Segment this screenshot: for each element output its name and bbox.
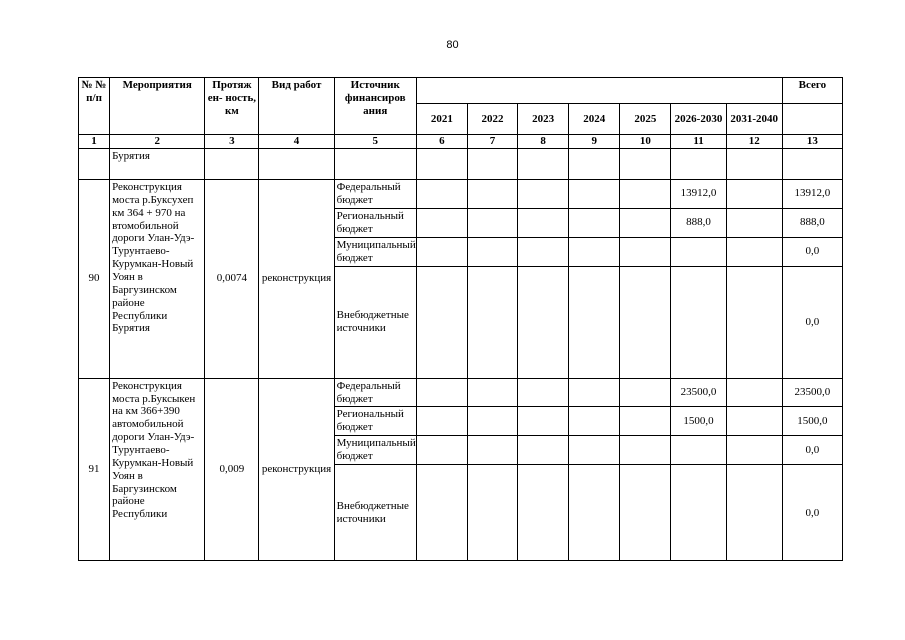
header-year: 2025	[620, 104, 671, 135]
project-number: 90	[79, 180, 110, 379]
column-number: 8	[518, 135, 569, 149]
funding-source: Внебюджетные источники	[334, 465, 416, 561]
column-number: 5	[334, 135, 416, 149]
column-number: 2	[110, 135, 205, 149]
value-2026-2030: 13912,0	[671, 180, 726, 209]
project-work-type: реконструкция	[259, 180, 334, 379]
column-number: 9	[569, 135, 620, 149]
header-year: 2026-2030	[671, 104, 726, 135]
value-2026-2030: 888,0	[671, 208, 726, 237]
value-2026-2030	[671, 266, 726, 378]
header-year: 2023	[518, 104, 569, 135]
column-number: 3	[205, 135, 259, 149]
value-2026-2030	[671, 465, 726, 561]
value-total: 888,0	[782, 208, 842, 237]
header-year: 2021	[416, 104, 467, 135]
project-number: 91	[79, 378, 110, 561]
value-total: 0,0	[782, 436, 842, 465]
financing-table	[78, 77, 843, 561]
value-total: 1500,0	[782, 407, 842, 436]
value-2026-2030: 1500,0	[671, 407, 726, 436]
value-2026-2030	[671, 436, 726, 465]
header-year: 2022	[467, 104, 517, 135]
funding-source: Федеральный бюджет	[334, 378, 416, 407]
header-year: 2024	[569, 104, 620, 135]
column-number: 12	[726, 135, 782, 149]
value-total: 0,0	[782, 465, 842, 561]
column-number: 4	[259, 135, 334, 149]
header-measures: Мероприятия	[110, 78, 205, 135]
column-number: 13	[782, 135, 842, 149]
page-number: 80	[446, 39, 459, 51]
header-years-group	[416, 78, 782, 104]
funding-source: Региональный бюджет	[334, 407, 416, 436]
project-length: 0,009	[205, 378, 259, 561]
header-num: № № п/п	[79, 78, 110, 135]
value-total: 0,0	[782, 237, 842, 266]
column-number: 10	[620, 135, 671, 149]
value-total: 23500,0	[782, 378, 842, 407]
column-number: 7	[467, 135, 517, 149]
funding-source: Муниципальный бюджет	[334, 436, 416, 465]
table-row	[79, 378, 843, 407]
column-number: 6	[416, 135, 467, 149]
project-work-type: реконструкция	[259, 378, 334, 561]
header-work-type: Вид работ	[259, 78, 334, 135]
carry-over-text: Бурятия	[110, 149, 205, 180]
table-row	[79, 180, 843, 209]
value-total: 13912,0	[782, 180, 842, 209]
column-number: 11	[671, 135, 726, 149]
value-total: 0,0	[782, 266, 842, 378]
header-source: Источник финансиров ания	[334, 78, 416, 135]
project-length: 0,0074	[205, 180, 259, 379]
funding-source: Федеральный бюджет	[334, 180, 416, 209]
header-year: 2031-2040	[726, 104, 782, 135]
funding-source: Внебюджетные источники	[334, 266, 416, 378]
header-total-blank	[782, 104, 842, 135]
column-number: 1	[79, 135, 110, 149]
header-length: Протяж ен- ность, км	[205, 78, 259, 135]
value-2026-2030: 23500,0	[671, 378, 726, 407]
header-total: Всего	[782, 78, 842, 104]
project-name: Реконструкция моста р.Буксухеп км 364 + 970 на втомобильной дороги Улан-Удэ-Турунтаево-Курумкан-Новый Уоян в Баргузинском районе Республики Бурятия	[110, 180, 205, 379]
funding-source: Региональный бюджет	[334, 208, 416, 237]
funding-source: Муниципальный бюджет	[334, 237, 416, 266]
value-2026-2030	[671, 237, 726, 266]
project-name: Реконструкция моста р.Буксыкен на км 366+390 автомобильной дороги Улан-Удэ-Турунтаево-Курумкан-Новый Уоян в Баргузинском районе Республики	[110, 378, 205, 561]
